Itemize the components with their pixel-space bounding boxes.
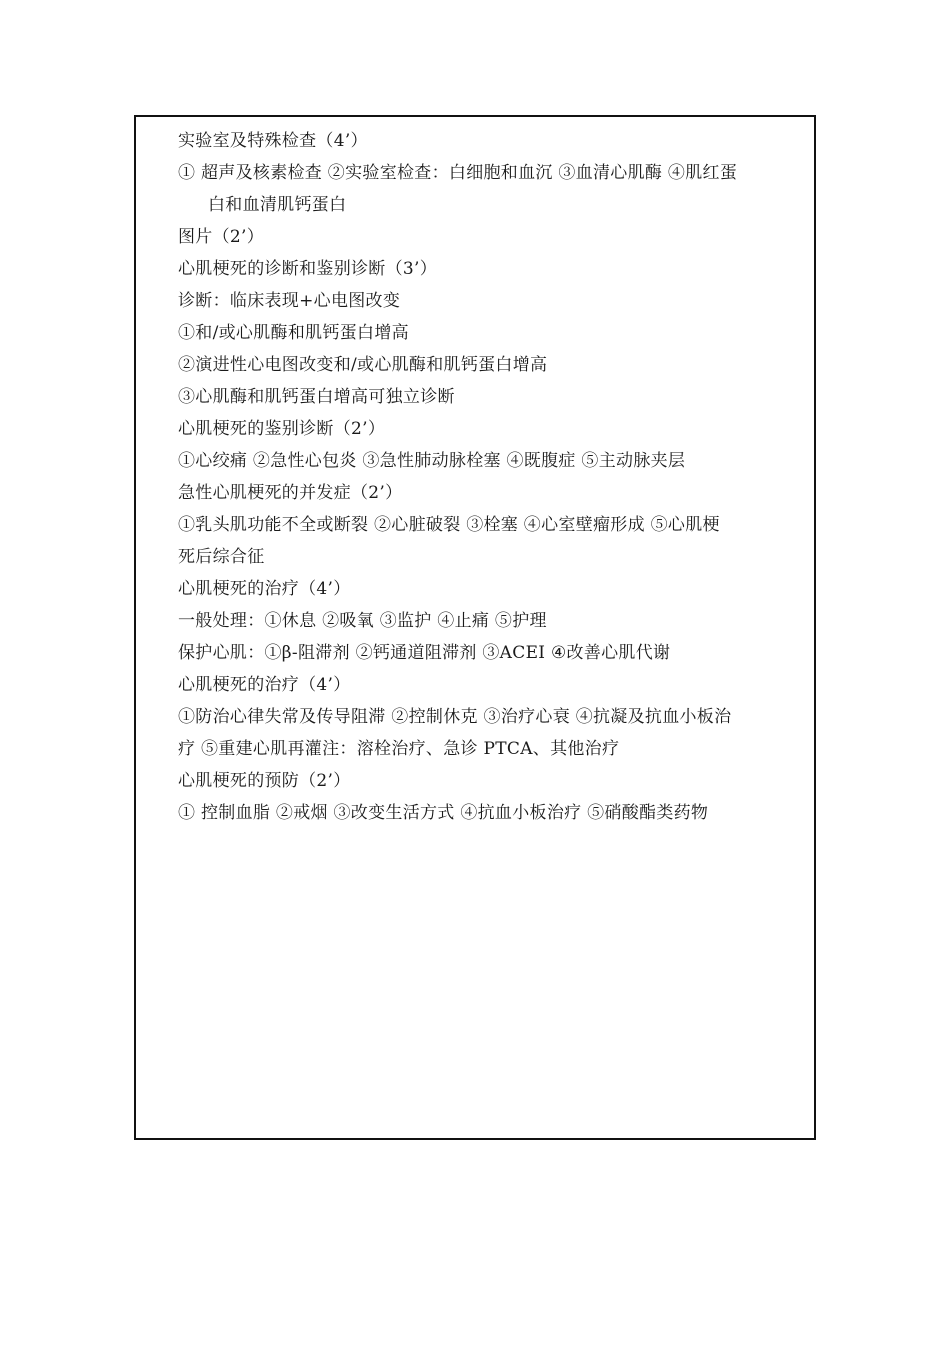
text-line: ①乳头肌功能不全或断裂 ②心脏破裂 ③栓塞 ④心室壁瘤形成 ⑤心肌梗 (178, 515, 720, 535)
content-frame (134, 115, 816, 1140)
text-line: 心肌梗死的治疗（4’） (178, 675, 351, 695)
text-line: ①心绞痛 ②急性心包炎 ③急性肺动脉栓塞 ④既腹症 ⑤主动脉夹层 (178, 451, 686, 471)
text-line: 白和血清肌钙蛋白 (208, 195, 347, 215)
text-line: 心肌梗死的鉴别诊断（2’） (178, 419, 386, 439)
text-line: 疗 ⑤重建心肌再灌注：溶栓治疗、急诊 PTCA、其他治疗 (178, 739, 620, 759)
text-line: ①防治心律失常及传导阻滞 ②控制休克 ③治疗心衰 ④抗凝及抗血小板治 (178, 707, 732, 727)
text-line: ① 控制血脂 ②戒烟 ③改变生活方式 ④抗血小板治疗 ⑤硝酸酯类药物 (178, 803, 709, 823)
text-line: 保护心肌：①β-阻滞剂 ②钙通道阻滞剂 ③ACEI ④改善心肌代谢 (178, 643, 671, 663)
text-line: 心肌梗死的诊断和鉴别诊断（3’） (178, 259, 438, 279)
text-line: ②演进性心电图改变和/或心肌酶和肌钙蛋白增高 (178, 355, 548, 375)
text-line: 急性心肌梗死的并发症（2’） (178, 483, 403, 503)
text-line: 实验室及特殊检查（4’） (178, 131, 368, 151)
text-line: 死后综合征 (178, 547, 265, 567)
text-line: ③心肌酶和肌钙蛋白增高可独立诊断 (178, 387, 455, 407)
text-line: 心肌梗死的治疗（4’） (178, 579, 351, 599)
text-line: ① 超声及核素检查 ②实验室检查：白细胞和血沉 ③血清心肌酶 ④肌红蛋 (178, 163, 738, 183)
text-line: 心肌梗死的预防（2’） (178, 771, 351, 791)
text-line: ①和/或心肌酶和肌钙蛋白增高 (178, 323, 409, 343)
text-line: 图片（2’） (178, 227, 265, 247)
text-line: 一般处理：①休息 ②吸氧 ③监护 ④止痛 ⑤护理 (178, 611, 547, 631)
text-line: 诊断：临床表现+心电图改变 (178, 291, 401, 311)
text-body (178, 125, 810, 829)
